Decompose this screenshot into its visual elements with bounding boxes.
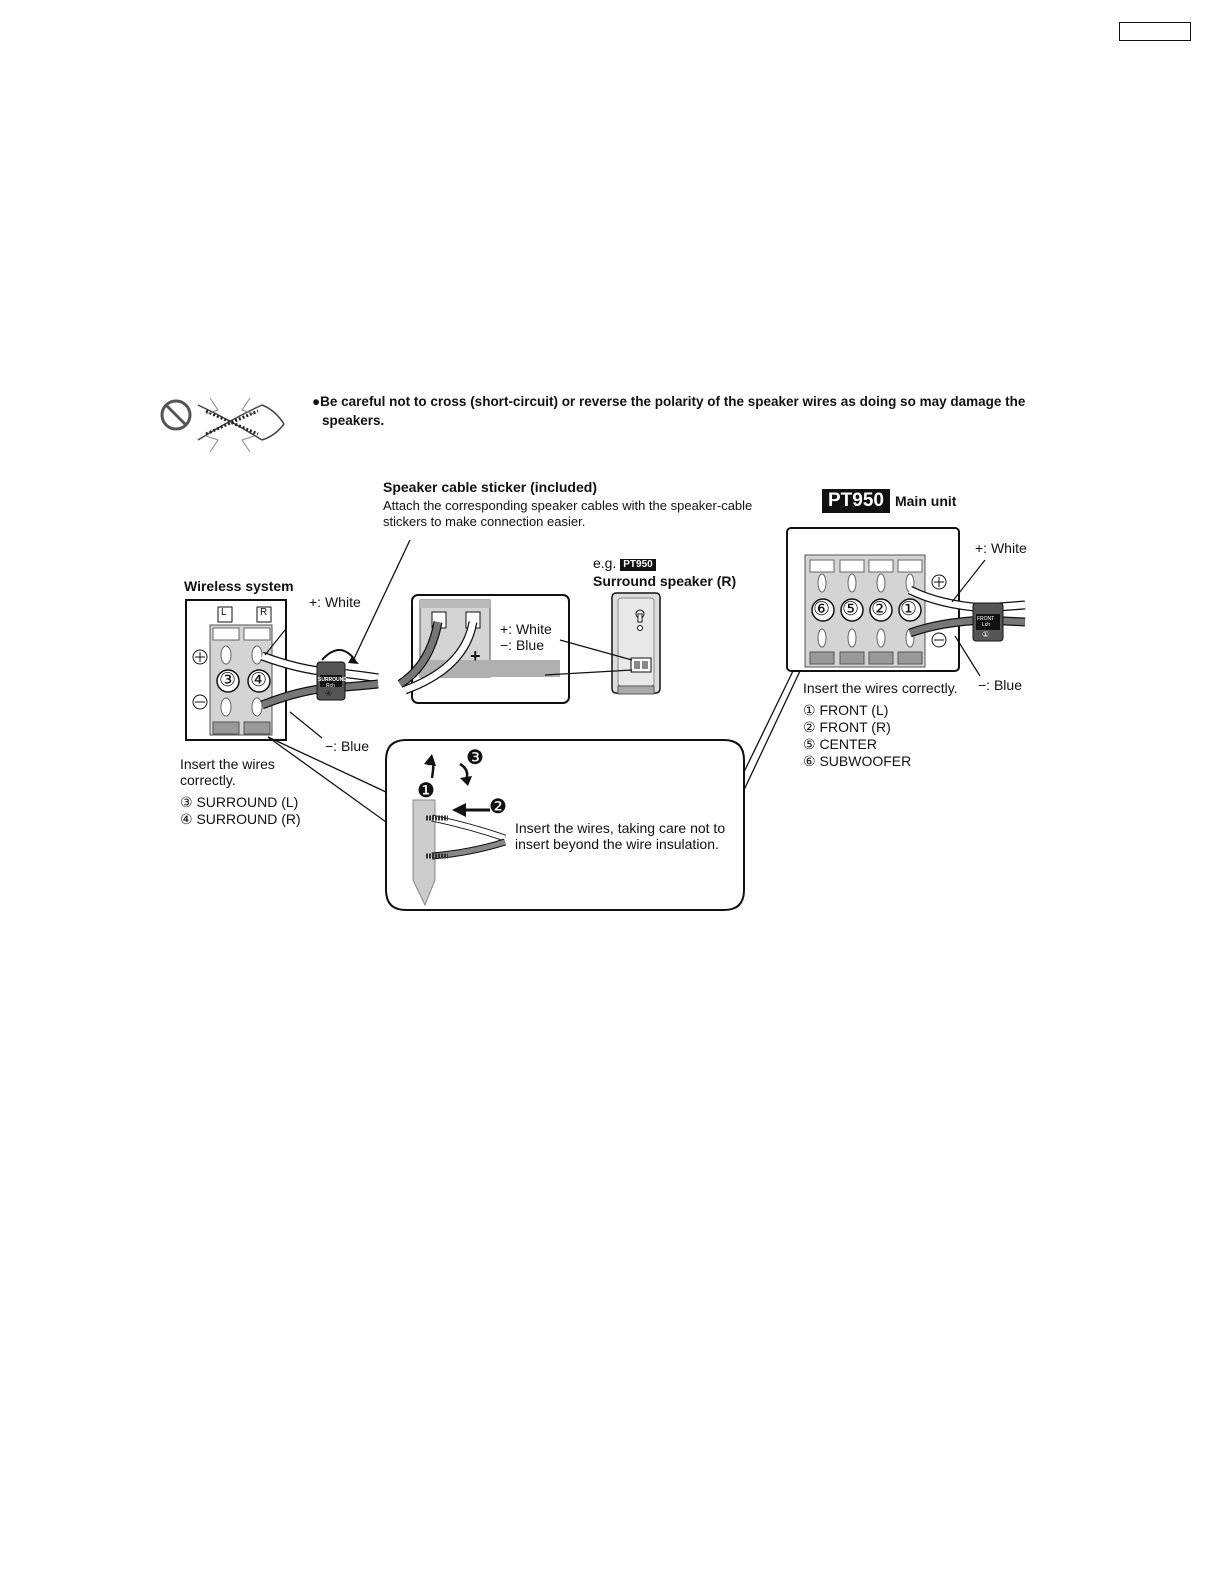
terminal-number: ② — [871, 599, 889, 620]
main-terminal-numbers — [813, 598, 933, 621]
main-sticker-top: FRONT — [977, 616, 995, 622]
sticker-label-num: ④ — [325, 689, 333, 698]
list-item: ① FRONT (L) — [803, 702, 889, 718]
model-badge: PT950 — [620, 559, 655, 571]
surround-speaker-title: Surround speaker (R) — [593, 573, 737, 589]
list-item: ④ SURROUND (R) — [180, 811, 301, 827]
wireless-minus-blue-label: −: Blue — [325, 738, 369, 754]
detail-text-line-1: Insert the wires, taking care not to — [515, 820, 726, 836]
main-plus-white-label: +: White — [975, 540, 1027, 556]
example-label: e.g. — [593, 555, 617, 571]
detail-text-line-2: insert beyond the wire insulation. — [515, 836, 719, 852]
warning-line-2: speakers. — [322, 413, 385, 428]
crossed-wires-icon — [198, 398, 284, 452]
main-unit-label: Main unit — [894, 492, 957, 509]
wireless-terminal-numbers — [219, 669, 281, 692]
wireless-terminal-list — [180, 794, 301, 828]
warning-text — [312, 392, 1082, 430]
sticker-label-top: SURROUND — [318, 677, 347, 683]
sticker-desc-line-2: stickers to make connection easier. — [383, 514, 586, 529]
step-1-marker: ❶ — [417, 780, 435, 802]
main-sticker-mid: Lch — [982, 622, 991, 628]
sticker-label-mid: Rch — [326, 683, 335, 689]
terminal-number: ① — [900, 599, 918, 620]
sticker-desc-line-1: Attach the corresponding speaker cables with the speaker-cable — [383, 498, 753, 513]
wireless-title: Wireless system — [184, 578, 294, 594]
step-3-marker: ❸ — [466, 747, 484, 769]
main-terminal-list — [803, 702, 911, 770]
wireless-insert-line-1: Insert the wires — [180, 756, 275, 772]
surround-example-heading — [593, 555, 656, 572]
list-item: ② FRONT (R) — [803, 719, 891, 735]
list-item: ⑤ CENTER — [803, 736, 877, 752]
model-badge: PT950 — [822, 489, 890, 513]
prohibition-icon — [162, 401, 190, 429]
detail-callout — [386, 671, 800, 910]
main-insert-text: Insert the wires correctly. — [803, 680, 958, 696]
column-label-l: L — [221, 607, 227, 618]
terminal-number: ③ — [219, 670, 237, 691]
svg-text:+: + — [470, 646, 481, 666]
warning-line-1: ●Be careful not to cross (short-circuit) or reverse the polarity of the speaker wires as doing so may damage the — [312, 394, 1026, 409]
column-label-r: R — [260, 607, 268, 618]
surround-minus-blue-label: −: Blue — [500, 637, 544, 653]
wireless-insert-line-2: correctly. — [180, 772, 236, 788]
sticker-title: Speaker cable sticker (included) — [383, 479, 597, 495]
list-item: ⑥ SUBWOOFER — [803, 753, 912, 769]
terminal-number: ⑤ — [842, 599, 860, 620]
terminal-number: ④ — [250, 670, 268, 691]
main-sticker-num: ① — [982, 630, 990, 639]
main-unit-heading — [822, 489, 956, 513]
surround-plus-white-label: +: White — [500, 621, 552, 637]
wireless-plus-white-label: +: White — [309, 594, 361, 610]
main-minus-blue-label: −: Blue — [978, 677, 1022, 693]
step-2-marker: ❷ — [489, 796, 507, 818]
list-item: ③ SURROUND (L) — [180, 794, 299, 810]
terminal-number: ⑥ — [813, 599, 831, 620]
